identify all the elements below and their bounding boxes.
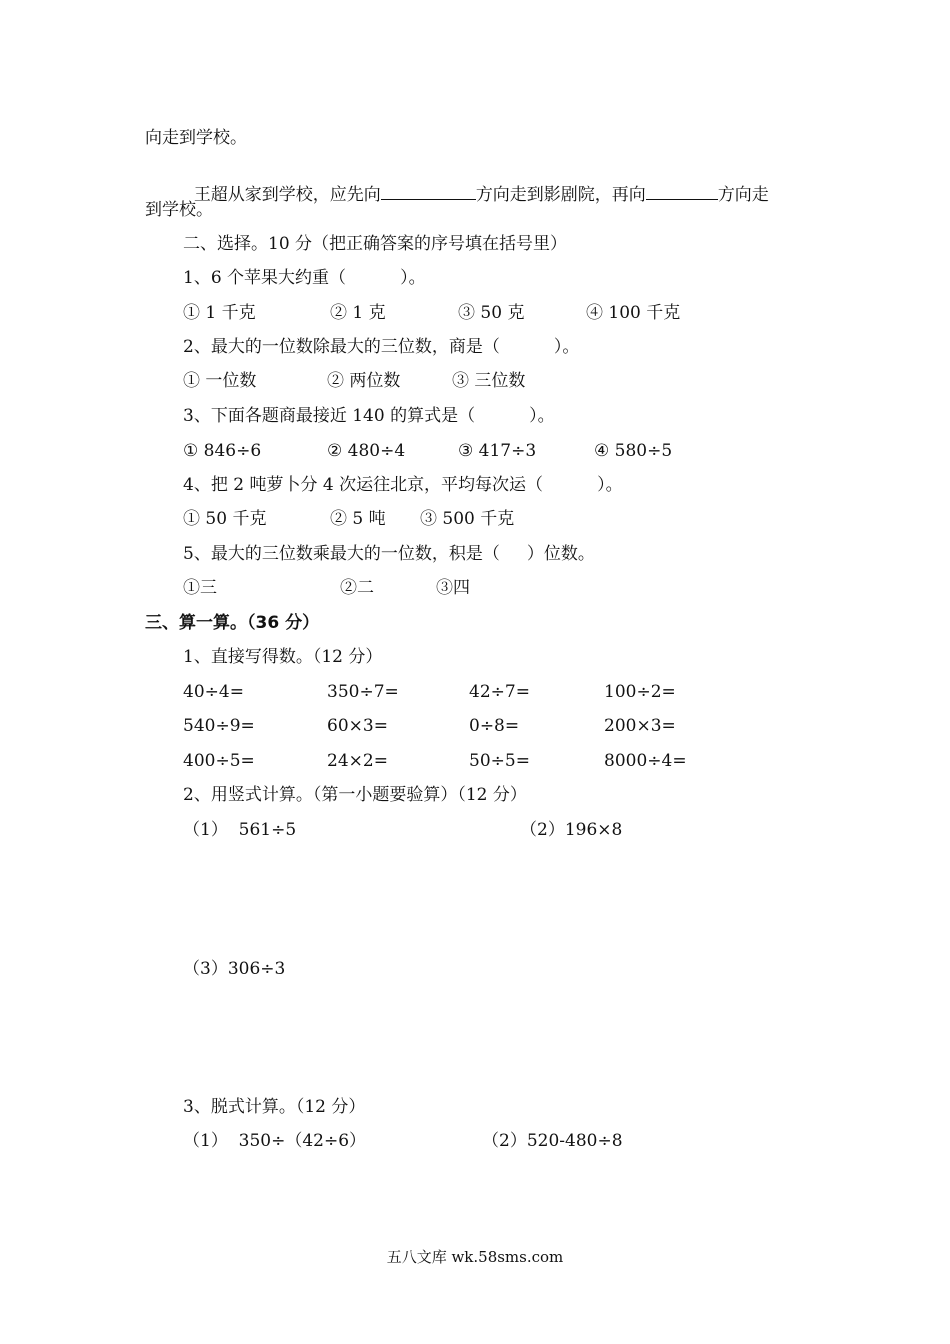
- text-segment: 方向走到影剧院，再向: [475, 185, 646, 205]
- subsection-title: 3、脱式计算。（12 分）: [183, 1097, 366, 1117]
- oral-math-item: 350÷7=: [327, 682, 399, 702]
- answer-blank[interactable]: [381, 183, 476, 200]
- option: ① 50 千克: [183, 509, 267, 529]
- vertical-calc-problem: （1） 561÷5: [183, 820, 297, 840]
- option: ② 两位数: [327, 371, 401, 391]
- option: ③ 三位数: [452, 371, 526, 391]
- oral-math-item: 42÷7=: [469, 682, 530, 702]
- subsection-title: 2、用竖式计算。（第一小题要验算）（12 分）: [183, 785, 527, 805]
- footer-watermark: 五八文库 wk.58sms.com: [386, 1248, 564, 1266]
- step-calc-problem: （1） 350÷（42÷6）: [183, 1131, 367, 1151]
- question: 5、最大的三位数乘最大的一位数，积是（ ）位数。: [183, 544, 595, 564]
- oral-math-item: 100÷2=: [604, 682, 676, 702]
- step-calc-problem: （2）520-480÷8: [482, 1131, 623, 1151]
- option: ④ 580÷5: [594, 441, 673, 461]
- oral-math-item: 24×2=: [327, 751, 388, 771]
- oral-math-item: 400÷5=: [183, 751, 255, 771]
- option: ①三: [183, 578, 217, 598]
- section-title: 二、选择。10 分（把正确答案的序号填在括号里）: [183, 234, 568, 254]
- subsection-title: 1、直接写得数。（12 分）: [183, 647, 383, 667]
- oral-math-item: 60×3=: [327, 716, 388, 736]
- option: ③四: [436, 578, 470, 598]
- vertical-calc-problem: （2）196×8: [520, 820, 623, 840]
- oral-math-item: 50÷5=: [469, 751, 530, 771]
- oral-math-item: 8000÷4=: [604, 751, 687, 771]
- question: 4、把 2 吨萝卜分 4 次运往北京，平均每次运（ ）。: [183, 475, 623, 495]
- option: ③ 500 千克: [420, 509, 515, 529]
- option: ②二: [340, 578, 374, 598]
- oral-math-item: 40÷4=: [183, 682, 244, 702]
- option: ③ 417÷3: [458, 441, 537, 461]
- section-title: 三、算一算。（36 分）: [145, 613, 320, 633]
- option: ② 5 吨: [330, 509, 386, 529]
- fill-blank-question: [183, 161, 769, 206]
- oral-math-item: 200×3=: [604, 716, 676, 736]
- option: ③ 50 克: [458, 303, 525, 323]
- oral-math-item: 0÷8=: [469, 716, 520, 736]
- text-line: 到学校。: [145, 200, 213, 220]
- question: 3、下面各题商最接近 140 的算式是（ ）。: [183, 406, 555, 426]
- text-line: 向走到学校。: [145, 128, 247, 148]
- option: ① 846÷6: [183, 441, 262, 461]
- option: ④ 100 千克: [586, 303, 681, 323]
- option: ① 1 千克: [183, 303, 256, 323]
- text-segment: 王超从家到学校，应先向: [193, 185, 381, 205]
- option: ① 一位数: [183, 371, 257, 391]
- option: ② 480÷4: [327, 441, 406, 461]
- question: 1、6 个苹果大约重（ ）。: [183, 268, 426, 288]
- option: ② 1 克: [330, 303, 386, 323]
- oral-math-item: 540÷9=: [183, 716, 255, 736]
- vertical-calc-problem: （3）306÷3: [183, 959, 286, 979]
- text-segment: 方向走: [717, 185, 769, 205]
- answer-blank[interactable]: [646, 183, 718, 200]
- question: 2、最大的一位数除最大的三位数，商是（ ）。: [183, 337, 580, 357]
